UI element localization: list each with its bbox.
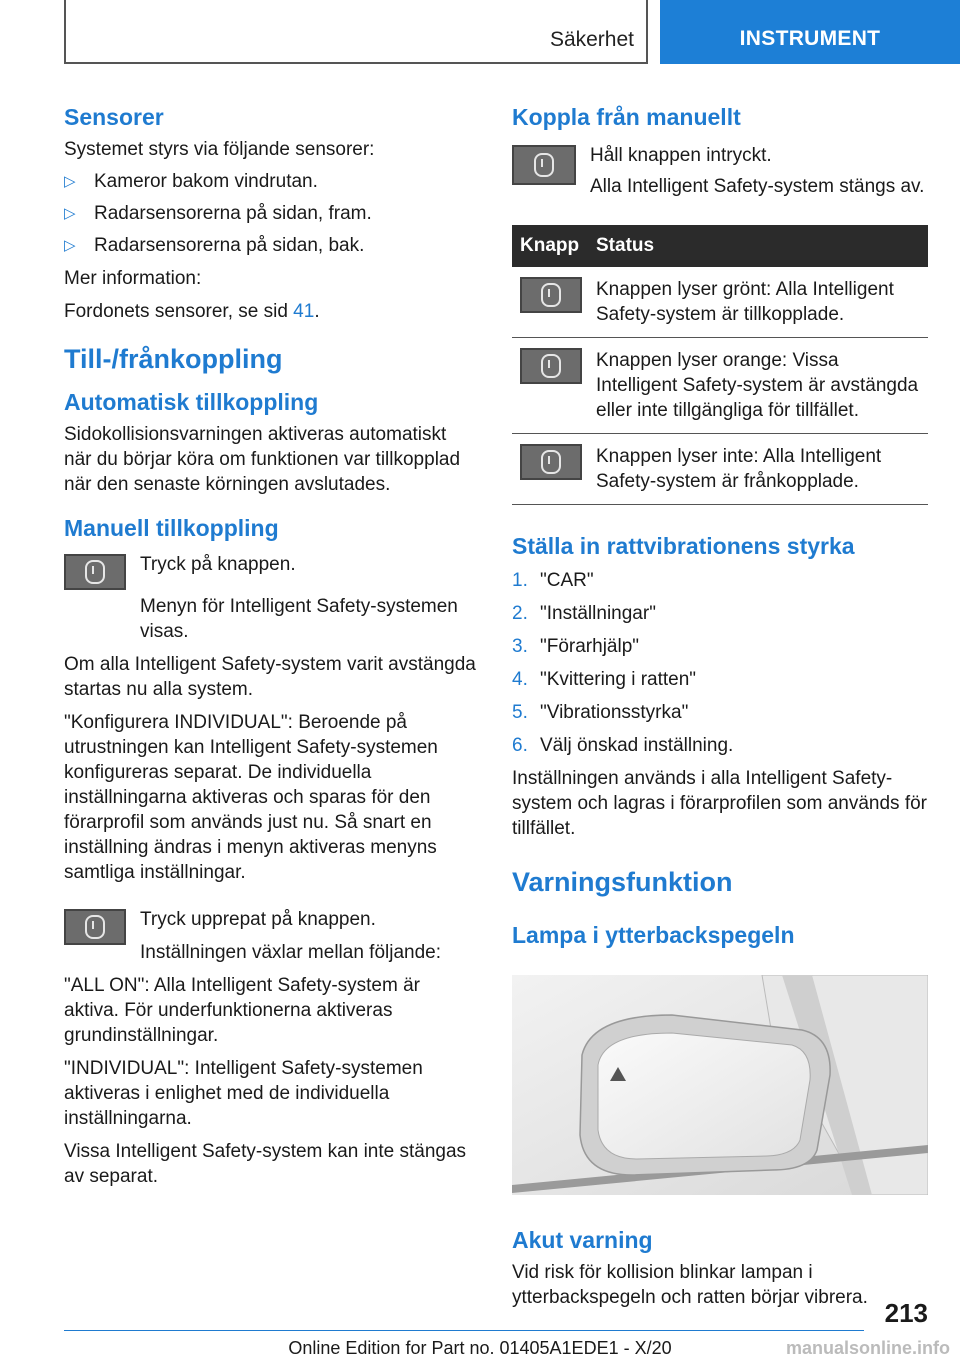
vehicle-sensors-ref: Fordonets sensorer, se sid 41. <box>64 301 320 322</box>
safety-button-icon <box>520 348 582 384</box>
press-button-row: Tryck på knappen. <box>64 552 478 590</box>
triangle-bullet-icon: ▷ <box>64 237 76 254</box>
manual-off-heading: Koppla från manuellt <box>512 104 741 130</box>
all-off-text: Om alla Intelligent Safety-system varit avstängda startas nu alla system. <box>64 654 476 700</box>
auto-heading: Automatisk tillkoppling <box>64 389 319 415</box>
list-item: ▷ Radarsensorerna på sidan, fram. <box>64 203 372 224</box>
warning-heading: Varningsfunktion <box>512 867 733 897</box>
table-cell: Knappen lyser inte: Alla Intelligent Safety-system är frånkopplade. <box>588 434 928 505</box>
left-column <box>64 100 478 1189</box>
more-info: Mer information: <box>64 268 202 289</box>
vibration-heading: Ställa in rattvibrationens styrka <box>512 533 855 559</box>
column-header: Knapp <box>512 225 588 267</box>
page-link[interactable]: 41 <box>293 301 315 322</box>
sensors-heading: Sensorer <box>64 104 164 130</box>
list-item: 2. "Inställningar" <box>512 603 656 624</box>
mirror-illustration <box>512 975 928 1195</box>
footer-divider <box>64 1330 864 1331</box>
list-item: 1. "CAR" <box>512 570 594 591</box>
column-header: Status <box>588 225 928 267</box>
list-item: 3. "Förarhjälp" <box>512 636 640 657</box>
watermark: manualsonline.info <box>785 1338 950 1358</box>
edition-text: Online Edition for Part no. 01405A1EDE1 - X/20 <box>288 1338 672 1358</box>
safety-button-icon <box>520 444 582 480</box>
table-row <box>512 267 928 338</box>
table-row <box>512 338 928 434</box>
safety-button-icon <box>64 554 126 590</box>
all-on-text: "ALL ON": Alla Intelligent Safety-system är aktiva. För underfunktionerna aktiveras grundinställningar. <box>64 975 420 1046</box>
right-column <box>512 100 928 1310</box>
menu-shown: Menyn för Intelligent Safety-systemen visas. <box>140 596 458 642</box>
sensors-intro: Systemet styrs via följande sensorer: <box>64 139 375 160</box>
status-table <box>512 225 928 505</box>
list-item: 4. "Kvittering i ratten" <box>512 669 697 690</box>
individual-text: "INDIVIDUAL": Intelligent Safety-systemen aktiveras i enlighet med de individuella inställningarna. <box>64 1058 423 1129</box>
table-header-row <box>512 225 928 267</box>
setting-used-text: Inställningen används i alla Intelligent Safety-system och lagras i förarprofilen som används för tillfället. <box>512 768 928 839</box>
acute-heading: Akut varning <box>512 1227 653 1253</box>
acute-text: Vid risk för kollision blinkar lampan i ytterbackspegeln och ratten börjar vibrera. <box>512 1262 868 1308</box>
list-item: 6. Välj önskad inställning. <box>512 735 734 756</box>
page-number: 213 <box>884 1298 928 1328</box>
section-title: Säkerhet <box>549 28 634 51</box>
list-item: ▷ Radarsensorerna på sidan, bak. <box>64 235 365 256</box>
auto-text: Sidokollisionsvarningen aktiveras automatiskt när du börjar köra om funktionen var tillkopplad när den senaste körningen avslutades. <box>64 424 461 495</box>
safety-button-icon <box>64 909 126 945</box>
cannot-off-text: Vissa Intelligent Safety-system kan inte stängas av separat. <box>64 1141 467 1187</box>
configure-text: "Konfigurera INDIVIDUAL": Beroende på utrustningen kan Intelligent Safety-systemen konfigureras separat. De individuella inställningarna aktiveras och sparas för den förarprofil som används just nu. Så snart en inställning ändras i menyn aktiveras menyns samtliga inställningar. <box>64 712 438 883</box>
safety-button-icon <box>512 145 576 185</box>
list-item: 5. "Vibrationsstyrka" <box>512 702 689 723</box>
steps-list <box>512 568 928 758</box>
table-cell: Knappen lyser orange: Vissa Intelligent Safety-system är avstängda eller inte tillgängliga för tillfället. <box>588 338 928 434</box>
header-section-box <box>64 0 648 64</box>
table-cell: Knappen lyser grönt: Alla Intelligent Safety-system är tillkopplade. <box>588 267 928 338</box>
table-row <box>512 434 928 505</box>
manual-heading: Manuell tillkoppling <box>64 515 279 541</box>
hold-button-row: Håll knappen intryckt. Alla Intelligent Safety-system stängs av. <box>512 143 928 199</box>
toggle-heading: Till-/frånkoppling <box>64 344 283 374</box>
triangle-bullet-icon: ▷ <box>64 173 76 190</box>
lamp-heading: Lampa i ytterbackspegeln <box>512 922 795 948</box>
safety-button-icon <box>520 277 582 313</box>
press-again-row: Tryck upprepat på knappen. Inställningen växlar mellan följande: <box>64 907 478 965</box>
chapter-tab[interactable]: INSTRUMENT <box>660 0 960 64</box>
triangle-bullet-icon: ▷ <box>64 205 76 222</box>
list-item: ▷ Kameror bakom vindrutan. <box>64 171 318 192</box>
